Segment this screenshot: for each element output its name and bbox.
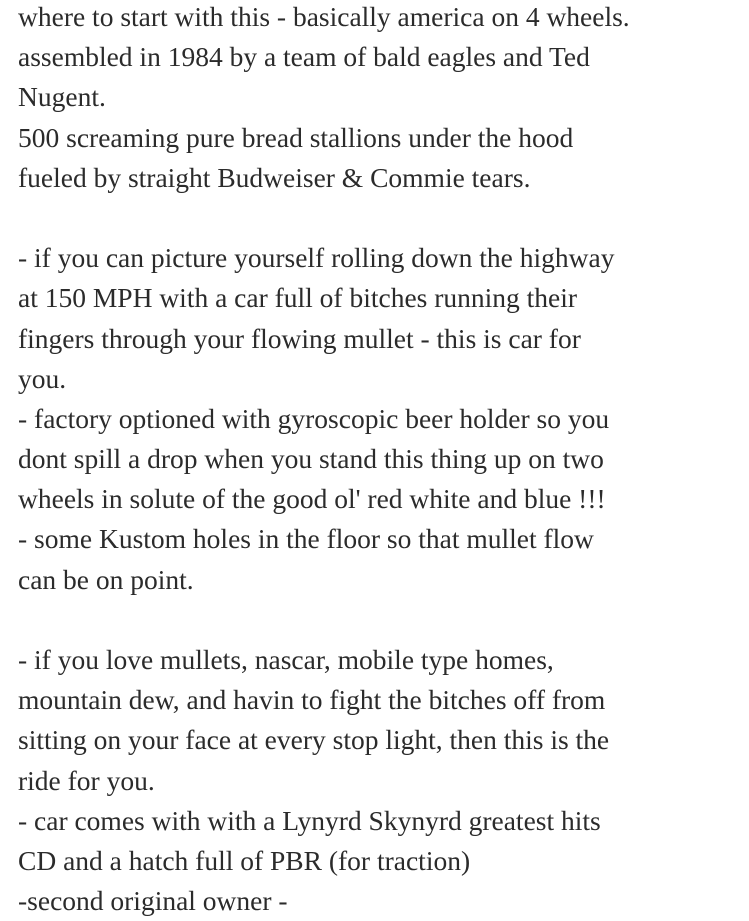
text-line: fingers through your flowing mullet - this is car for — [18, 322, 581, 354]
text-line: you. — [18, 362, 67, 394]
text-line: - factory optioned with gyroscopic beer holder so you — [18, 402, 610, 434]
text-line: assembled in 1984 by a team of bald eagles and Ted — [18, 41, 590, 73]
text-line: wheels in solute of the good ol' red white and blue !!! — [18, 483, 606, 515]
text-line: dont spill a drop when you stand this thing up on two — [18, 443, 604, 475]
text-line: - if you can picture yourself rolling down the highway — [18, 242, 615, 274]
text-line: ride for you. — [18, 764, 155, 796]
text-body — [18, 0, 749, 921]
text-line: sitting on your face at every stop light, then this is the — [18, 724, 610, 756]
text-line: where to start with this - basically america on 4 wheels. — [18, 1, 630, 32]
text-line: - some Kustom holes in the floor so that mullet flow — [18, 523, 594, 555]
text-line: fueled by straight Budweiser & Commie tears. — [18, 161, 531, 193]
text-line: 500 screaming pure bread stallions under the hood — [18, 121, 574, 153]
text-line: at 150 MPH with a car full of bitches running their — [18, 282, 578, 314]
blank-line — [18, 600, 749, 640]
text-line: -second original owner - — [18, 885, 288, 917]
text-line: - car comes with with a Lynyrd Skynyrd greatest hits — [18, 804, 601, 836]
text-line: mountain dew, and havin to fight the bitches off from — [18, 684, 606, 716]
text-line: CD and a hatch full of PBR (for traction) — [18, 844, 471, 876]
text-line: Nugent. — [18, 81, 106, 113]
text-line: can be on point. — [18, 563, 194, 595]
text-line: - if you love mullets, nascar, mobile type homes, — [18, 644, 554, 675]
blank-line — [18, 198, 749, 238]
